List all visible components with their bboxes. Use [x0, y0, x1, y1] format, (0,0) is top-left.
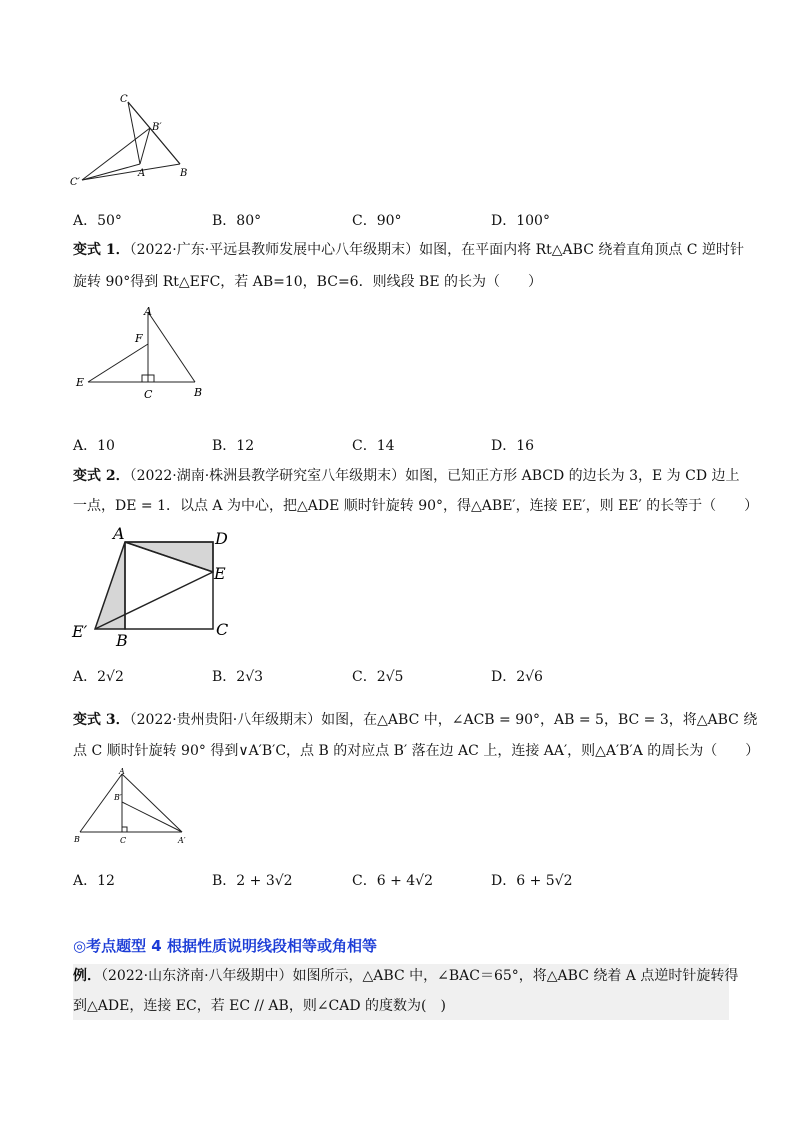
- label-C: C: [120, 836, 127, 845]
- q0-option-d: D．100°: [491, 213, 550, 229]
- q1-option-a: A．10: [73, 438, 115, 454]
- q1-option-b: B．12: [212, 438, 255, 454]
- label-A: A: [113, 524, 125, 543]
- q2-option-d: D．2√6: [491, 669, 543, 685]
- example-line-1: [73, 966, 738, 986]
- label-B: B: [116, 631, 128, 647]
- label-B-prime: B′: [152, 122, 162, 133]
- q3-lead: 变式 3．: [73, 712, 130, 728]
- label-C-prime: C′: [70, 177, 80, 188]
- q1-text-1: （2022·广东·平远县教师发展中心八年级期末）如图，在平面内将 Rt△ABC 绕着直角顶点 C 逆时针: [129, 242, 744, 258]
- q2-option-b: B．2√3: [212, 669, 264, 685]
- label-C: C: [120, 94, 128, 105]
- label-A-prime: A′: [178, 836, 186, 845]
- q3-option-b: B．2 + 3√2: [212, 873, 293, 889]
- label-B-prime: B′: [114, 793, 122, 802]
- label-C: C: [216, 620, 229, 639]
- label-B: B: [74, 835, 80, 844]
- q1-lead: 变式 1．: [73, 242, 130, 258]
- example-line-2: 到△ADE，连接 EC，若 EC // AB，则∠CAD 的度数为( ): [73, 998, 446, 1014]
- figure-q3: [70, 766, 200, 850]
- q0-option-a: A．50°: [73, 213, 122, 229]
- label-E-prime: E′: [72, 622, 88, 641]
- q1-line-1: [73, 240, 744, 260]
- q1-option-c: C．14: [352, 438, 395, 454]
- q2-line-1: [73, 466, 740, 486]
- label-B: B: [180, 168, 188, 179]
- section-heading: ◎考点题型 4 根据性质说明线段相等或角相等: [73, 937, 377, 955]
- label-E: E: [76, 376, 85, 389]
- q2-line-2: 一点，DE = 1．以点 A 为中心，把△ADE 顺时针旋转 90°，得△ABE′，连接 EE′，则 EE′ 的长等于（ ）: [73, 498, 759, 514]
- q3-text-1: （2022·贵州贵阳·八年级期末）如图，在△ABC 中，∠ACB = 90°，AB = 5，BC = 3，将△ABC 绕: [129, 712, 758, 728]
- figure-q1: [70, 300, 210, 405]
- q3-option-c: C．6 + 4√2: [352, 873, 433, 889]
- label-A: A: [144, 305, 152, 318]
- q3-line-1: [73, 710, 757, 730]
- label-C: C: [144, 388, 153, 401]
- q2-lead: 变式 2．: [73, 468, 130, 484]
- q3-option-d: D．6 + 5√2: [491, 873, 573, 889]
- q1-option-d: D．16: [491, 438, 535, 454]
- q2-text-1: （2022·湖南·株洲县教学研究室八年级期末）如图，已知正方形 ABCD 的边长为 3，E 为 CD 边上: [129, 468, 740, 484]
- label-B: B: [194, 386, 203, 399]
- q3-line-2: 点 C 顺时针旋转 90° 得到∨A′B′C，点 B 的对应点 B′ 落在边 AC 上，连接 AA′，则△A′B′A 的周长为（ ）: [73, 743, 760, 759]
- q0-option-c: C．90°: [352, 213, 402, 229]
- q0-option-b: B．80°: [212, 213, 262, 229]
- q2-option-c: C．2√5: [352, 669, 404, 685]
- label-E: E: [214, 564, 226, 583]
- label-F: F: [135, 332, 143, 345]
- figure-q2: [68, 522, 238, 647]
- label-A: A: [138, 168, 146, 179]
- example-text-1: （2022·山东济南·八年级期中）如图所示，△ABC 中，∠BAC＝65°，将△ABC 绕着 A 点逆时针旋转得: [101, 968, 739, 984]
- q3-option-a: A．12: [73, 873, 115, 889]
- example-lead: 例．: [73, 968, 101, 984]
- label-D: D: [215, 529, 228, 548]
- q2-option-a: A．2√2: [73, 669, 124, 685]
- q1-line-2: 旋转 90°得到 Rt△EFC，若 AB=10，BC=6．则线段 BE 的长为（ ）: [73, 274, 542, 290]
- label-A: A: [119, 767, 125, 776]
- figure-q0: [70, 92, 200, 192]
